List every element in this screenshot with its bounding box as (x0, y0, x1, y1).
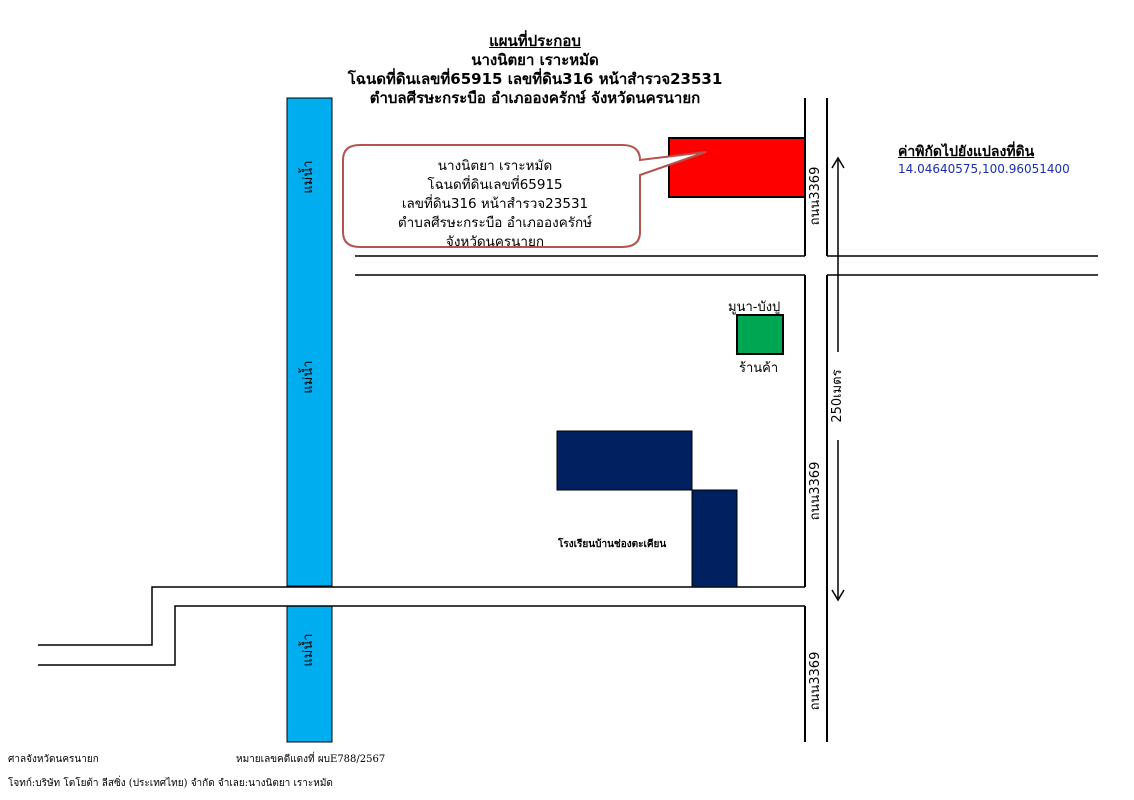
callout-line: ตำบลศีรษะกระบือ อำเภอองครักษ์ (397, 215, 593, 231)
school-building-1 (557, 431, 692, 490)
shop-type: ร้านค้า (739, 361, 779, 376)
callout-line: โฉนดที่ดินเลขที่65915 (427, 177, 563, 193)
callout-line: เลขที่ดิน316 หน้าสำรวจ23531 (401, 196, 589, 212)
coordinates-title: ค่าพิกัดไปยังแปลงที่ดิน (898, 144, 1035, 160)
case-number: หมายเลขคดีแดงที่ ผบE788/2567 (236, 754, 386, 765)
map-title: แผนที่ประกอบ (489, 32, 581, 50)
school-building-2 (692, 490, 737, 587)
shop-name: มูนา-บังปู (728, 300, 781, 315)
road-label: ถนน3369 (808, 166, 823, 226)
owner-name: นางนิตยา เราะหมัด (471, 51, 599, 69)
court-name: ศาลจังหวัดนครนายก (8, 754, 99, 765)
coordinates-value: 14.04640575,100.96051400 (898, 162, 1070, 176)
callout-line: นางนิตยา เราะหมัด (437, 158, 553, 174)
school-buildings (557, 431, 737, 587)
road-label: ถนน3369 (808, 651, 823, 711)
road-lane (38, 587, 805, 665)
shop-building (737, 315, 783, 354)
river-label: แม่น้ำ (301, 360, 316, 394)
callout-line: จังหวัดนครนายก (445, 234, 545, 250)
callout-text (360, 157, 630, 252)
road-label: ถนน3369 (808, 461, 823, 521)
school-label: โรงเรียนบ้านช่องตะเคียน (558, 539, 667, 550)
river-label: แม่น้ำ (301, 633, 316, 667)
road-horizontal (355, 256, 1098, 275)
location-info: ตำบลศีรษะกระบือ อำเภอองครักษ์ จังหวัดนครนายก (369, 89, 701, 107)
land-parcel (669, 138, 805, 197)
river-label: แม่น้ำ (301, 160, 316, 194)
distance-label: 250เมตร (830, 369, 845, 423)
case-parties: โจทก์:บริษัท โตโยต้า ลีสซิ่ง (ประเทศไทย) จำกัด จำเลย:นางนิตยา เราะหมัด (8, 778, 333, 789)
deed-info: โฉนดที่ดินเลขที่65915 เลขที่ดิน316 หน้าสำรวจ23531 (347, 70, 723, 88)
